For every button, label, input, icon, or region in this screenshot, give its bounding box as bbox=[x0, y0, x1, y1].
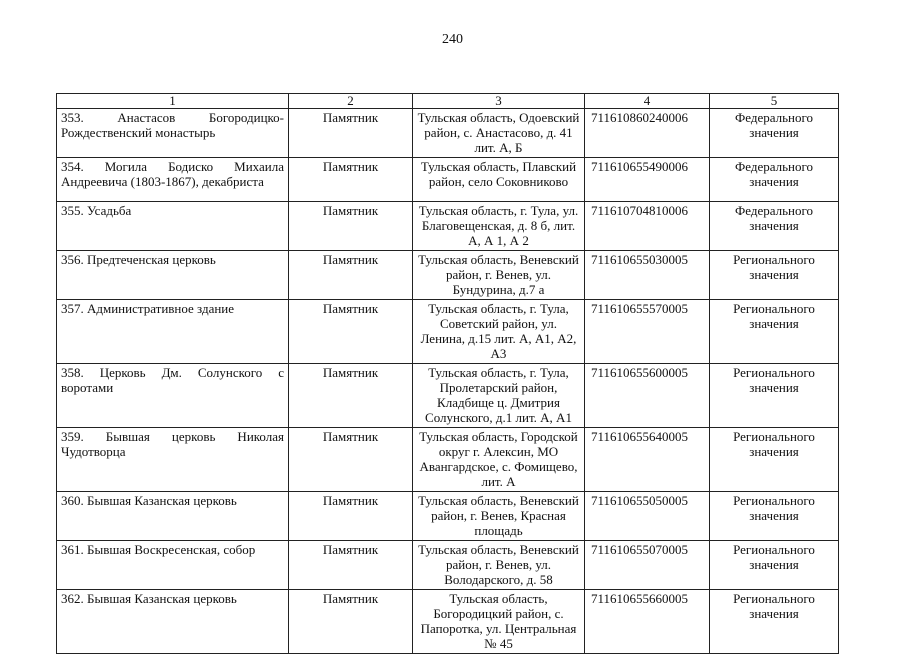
monument-name: Усадьба bbox=[87, 203, 132, 218]
monument-name-cell bbox=[57, 364, 289, 428]
significance-cell: Федерального значения bbox=[710, 109, 839, 158]
significance-cell: Федерального значения bbox=[710, 158, 839, 202]
monument-name: Анастасов Богородицко-Рождественский монастырь bbox=[61, 110, 285, 140]
page-number: 240 bbox=[442, 32, 463, 47]
registry-number-cell: 711610655070005 bbox=[585, 541, 710, 590]
address-cell: Тульская область, Богородицкий район, с. Папоротка, ул. Центральная № 45 bbox=[413, 590, 585, 654]
monument-name: Бывшая Воскресенская, собор bbox=[87, 542, 256, 557]
address-cell: Тульская область, Веневский район, г. Венев, Красная площадь bbox=[413, 492, 585, 541]
address-cell: Тульская область, Городской округ г. Алексин, МО Авангардское, с. Фомищево, лит. А bbox=[413, 428, 585, 492]
object-type-cell: Памятник bbox=[289, 158, 413, 202]
monument-name-cell bbox=[57, 428, 289, 492]
registry-number-cell: 711610655640005 bbox=[585, 428, 710, 492]
monument-name-cell bbox=[57, 158, 289, 202]
object-type-cell: Памятник bbox=[289, 300, 413, 364]
table-row bbox=[57, 428, 839, 492]
object-type-cell: Памятник bbox=[289, 492, 413, 541]
row-number: 362. bbox=[61, 591, 84, 606]
monument-name-cell bbox=[57, 202, 289, 251]
monument-name: Бывшая Казанская церковь bbox=[87, 591, 237, 606]
object-type-cell: Памятник bbox=[289, 590, 413, 654]
registry-body bbox=[57, 109, 839, 654]
monument-name-cell bbox=[57, 251, 289, 300]
significance-cell: Федерального значения bbox=[710, 202, 839, 251]
monument-name: Бывшая Казанская церковь bbox=[87, 493, 237, 508]
registry-number-cell: 711610655570005 bbox=[585, 300, 710, 364]
table-row bbox=[57, 300, 839, 364]
significance-cell: Регионального значения bbox=[710, 590, 839, 654]
monument-name-cell bbox=[57, 590, 289, 654]
table-row bbox=[57, 492, 839, 541]
address-cell: Тульская область, г. Тула, Советский район, ул. Ленина, д.15 лит. А, А1, А2, А3 bbox=[413, 300, 585, 364]
monument-name: Административное здание bbox=[87, 301, 235, 316]
registry-number-cell: 711610860240006 bbox=[585, 109, 710, 158]
address-cell: Тульская область, Веневский район, г. Венев, ул. Володарского, д. 58 bbox=[413, 541, 585, 590]
significance-cell: Регионального значения bbox=[710, 251, 839, 300]
column-header: 3 bbox=[413, 94, 585, 109]
monument-name: Церковь Дм. Солунского с воротами bbox=[61, 365, 284, 395]
monument-name-cell bbox=[57, 109, 289, 158]
table-row bbox=[57, 590, 839, 654]
registry-number-cell: 711610704810006 bbox=[585, 202, 710, 251]
column-header: 2 bbox=[289, 94, 413, 109]
row-number: 353. bbox=[61, 110, 84, 125]
heritage-registry-table bbox=[56, 93, 839, 654]
registry-number-cell: 711610655490006 bbox=[585, 158, 710, 202]
table-row bbox=[57, 202, 839, 251]
column-header: 4 bbox=[585, 94, 710, 109]
significance-cell: Регионального значения bbox=[710, 364, 839, 428]
column-number-row bbox=[57, 94, 839, 109]
registry-number-cell: 711610655050005 bbox=[585, 492, 710, 541]
row-number: 357. bbox=[61, 301, 84, 316]
column-header: 5 bbox=[710, 94, 839, 109]
row-number: 361. bbox=[61, 542, 84, 557]
table-row bbox=[57, 364, 839, 428]
monument-name: Могила Бодиско Михаила Андреевича (1803-1867), декабриста bbox=[61, 159, 284, 189]
address-cell: Тульская область, Плавский район, село Соковниково bbox=[413, 158, 585, 202]
row-number: 360. bbox=[61, 493, 84, 508]
object-type-cell: Памятник bbox=[289, 251, 413, 300]
significance-cell: Регионального значения bbox=[710, 428, 839, 492]
significance-cell: Регионального значения bbox=[710, 492, 839, 541]
object-type-cell: Памятник bbox=[289, 541, 413, 590]
address-cell: Тульская область, г. Тула, Пролетарский район, Кладбище ц. Дмитрия Солунского, д.1 лит. А, А1 bbox=[413, 364, 585, 428]
row-number: 359. bbox=[61, 429, 84, 444]
object-type-cell: Памятник bbox=[289, 109, 413, 158]
monument-name-cell bbox=[57, 541, 289, 590]
table-row bbox=[57, 109, 839, 158]
row-number: 356. bbox=[61, 252, 84, 267]
monument-name: Бывшая церковь Николая Чудотворца bbox=[61, 429, 284, 459]
significance-cell: Регионального значения bbox=[710, 300, 839, 364]
row-number: 358. bbox=[61, 365, 84, 380]
object-type-cell: Памятник bbox=[289, 202, 413, 251]
registry-number-cell: 711610655030005 bbox=[585, 251, 710, 300]
monument-name-cell bbox=[57, 300, 289, 364]
monument-name-cell bbox=[57, 492, 289, 541]
registry-number-cell: 711610655600005 bbox=[585, 364, 710, 428]
object-type-cell: Памятник bbox=[289, 364, 413, 428]
registry-number-cell: 711610655660005 bbox=[585, 590, 710, 654]
column-header: 1 bbox=[57, 94, 289, 109]
object-type-cell: Памятник bbox=[289, 428, 413, 492]
address-cell: Тульская область, г. Тула, ул. Благовещенская, д. 8 б, лит. А, А 1, А 2 bbox=[413, 202, 585, 251]
table-row bbox=[57, 251, 839, 300]
table-row bbox=[57, 541, 839, 590]
significance-cell: Регионального значения bbox=[710, 541, 839, 590]
address-cell: Тульская область, Веневский район, г. Венев, ул. Бундурина, д.7 а bbox=[413, 251, 585, 300]
monument-name: Предтеченская церковь bbox=[87, 252, 216, 267]
address-cell: Тульская область, Одоевский район, с. Анастасово, д. 41 лит. А, Б bbox=[413, 109, 585, 158]
row-number: 354. bbox=[61, 159, 84, 174]
table-row bbox=[57, 158, 839, 202]
row-number: 355. bbox=[61, 203, 84, 218]
